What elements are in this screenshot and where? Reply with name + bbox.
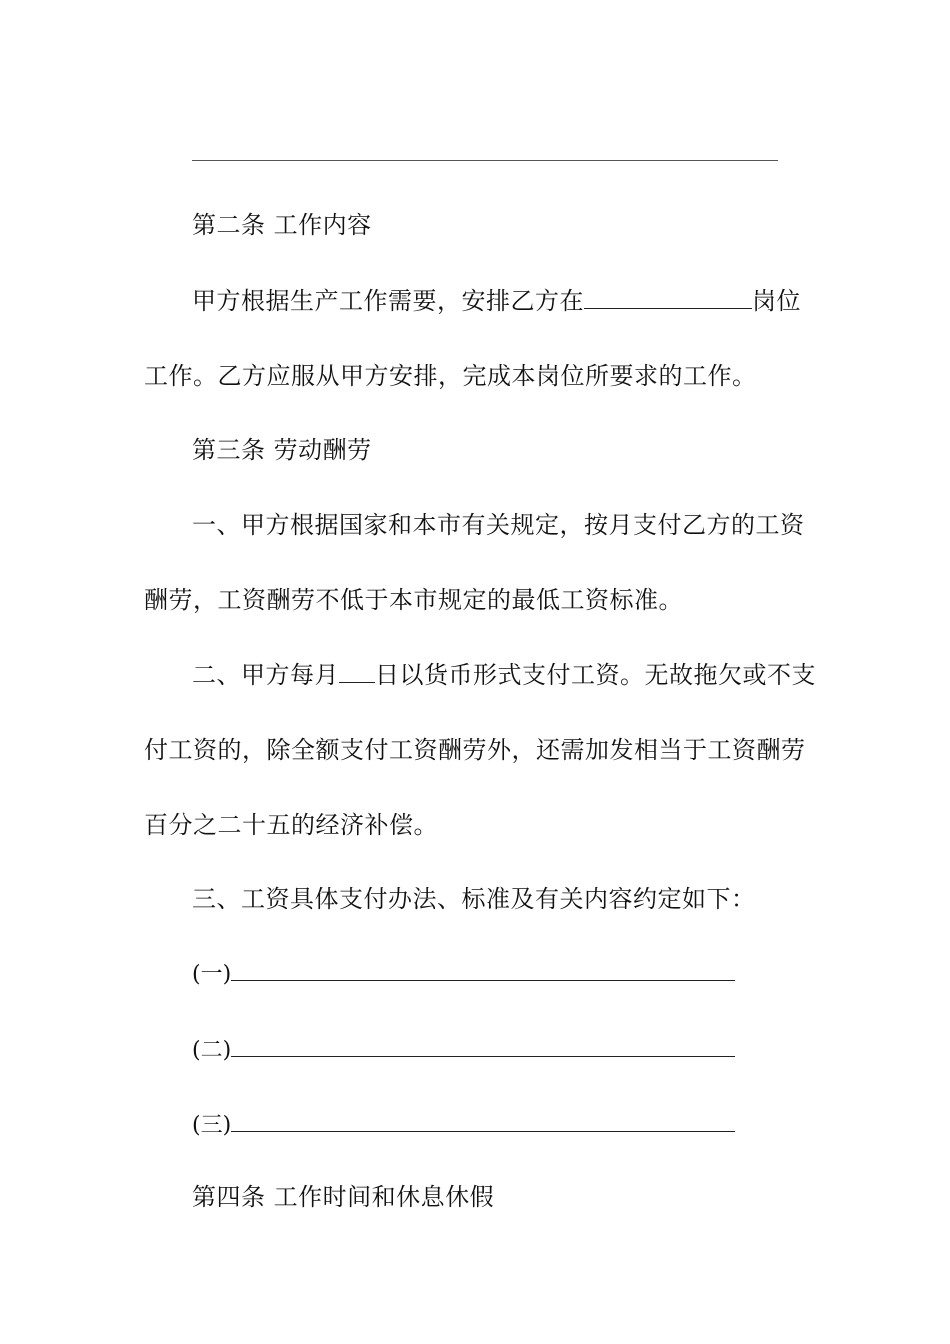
article3-item2-text-part2: 日以货币形式支付工资。无故拖欠或不支 — [375, 661, 816, 689]
sub-item-2-blank[interactable] — [231, 1034, 735, 1057]
article2-text-part1: 甲方根据生产工作需要，安排乙方在 — [192, 287, 584, 315]
article3-item2-line2: 付工资的，除全额支付工资酬劳外，还需加发相当于工资酬劳 — [144, 736, 806, 764]
article4-heading: 第四条 工作时间和休息休假 — [192, 1183, 495, 1211]
article3-item2-line3: 百分之二十五的经济补偿。 — [144, 811, 438, 839]
sub-item-1-label: (一) — [192, 962, 232, 987]
sub-item-3-blank[interactable] — [231, 1109, 735, 1132]
sub-item-3-label: (三) — [192, 1113, 232, 1138]
sub-item-2-label: (二) — [192, 1038, 232, 1063]
payday-blank[interactable] — [339, 660, 375, 683]
top-rule — [192, 160, 778, 161]
article3-heading: 第三条 劳动酬劳 — [192, 436, 372, 464]
article3-item3-line1: 三、工资具体支付办法、标准及有关内容约定如下： — [192, 885, 756, 913]
sub-item-2 — [192, 1034, 735, 1066]
article2-paragraph-line2: 工作。乙方应服从甲方安排，完成本岗位所要求的工作。 — [144, 362, 757, 390]
sub-item-1 — [192, 958, 735, 990]
position-blank[interactable] — [584, 286, 752, 309]
sub-item-1-blank[interactable] — [231, 958, 735, 981]
sub-item-3 — [192, 1109, 735, 1141]
article3-item2-line1 — [192, 660, 816, 690]
article3-item2-text-part1: 二、甲方每月 — [192, 661, 339, 689]
article2-text-part2: 岗位 — [752, 287, 801, 315]
article2-heading: 第二条 工作内容 — [192, 211, 372, 239]
article2-paragraph-line1 — [192, 286, 801, 316]
article3-item1-line2: 酬劳，工资酬劳不低于本市规定的最低工资标准。 — [144, 586, 683, 614]
article3-item1-line1: 一、甲方根据国家和本市有关规定，按月支付乙方的工资 — [192, 511, 805, 539]
